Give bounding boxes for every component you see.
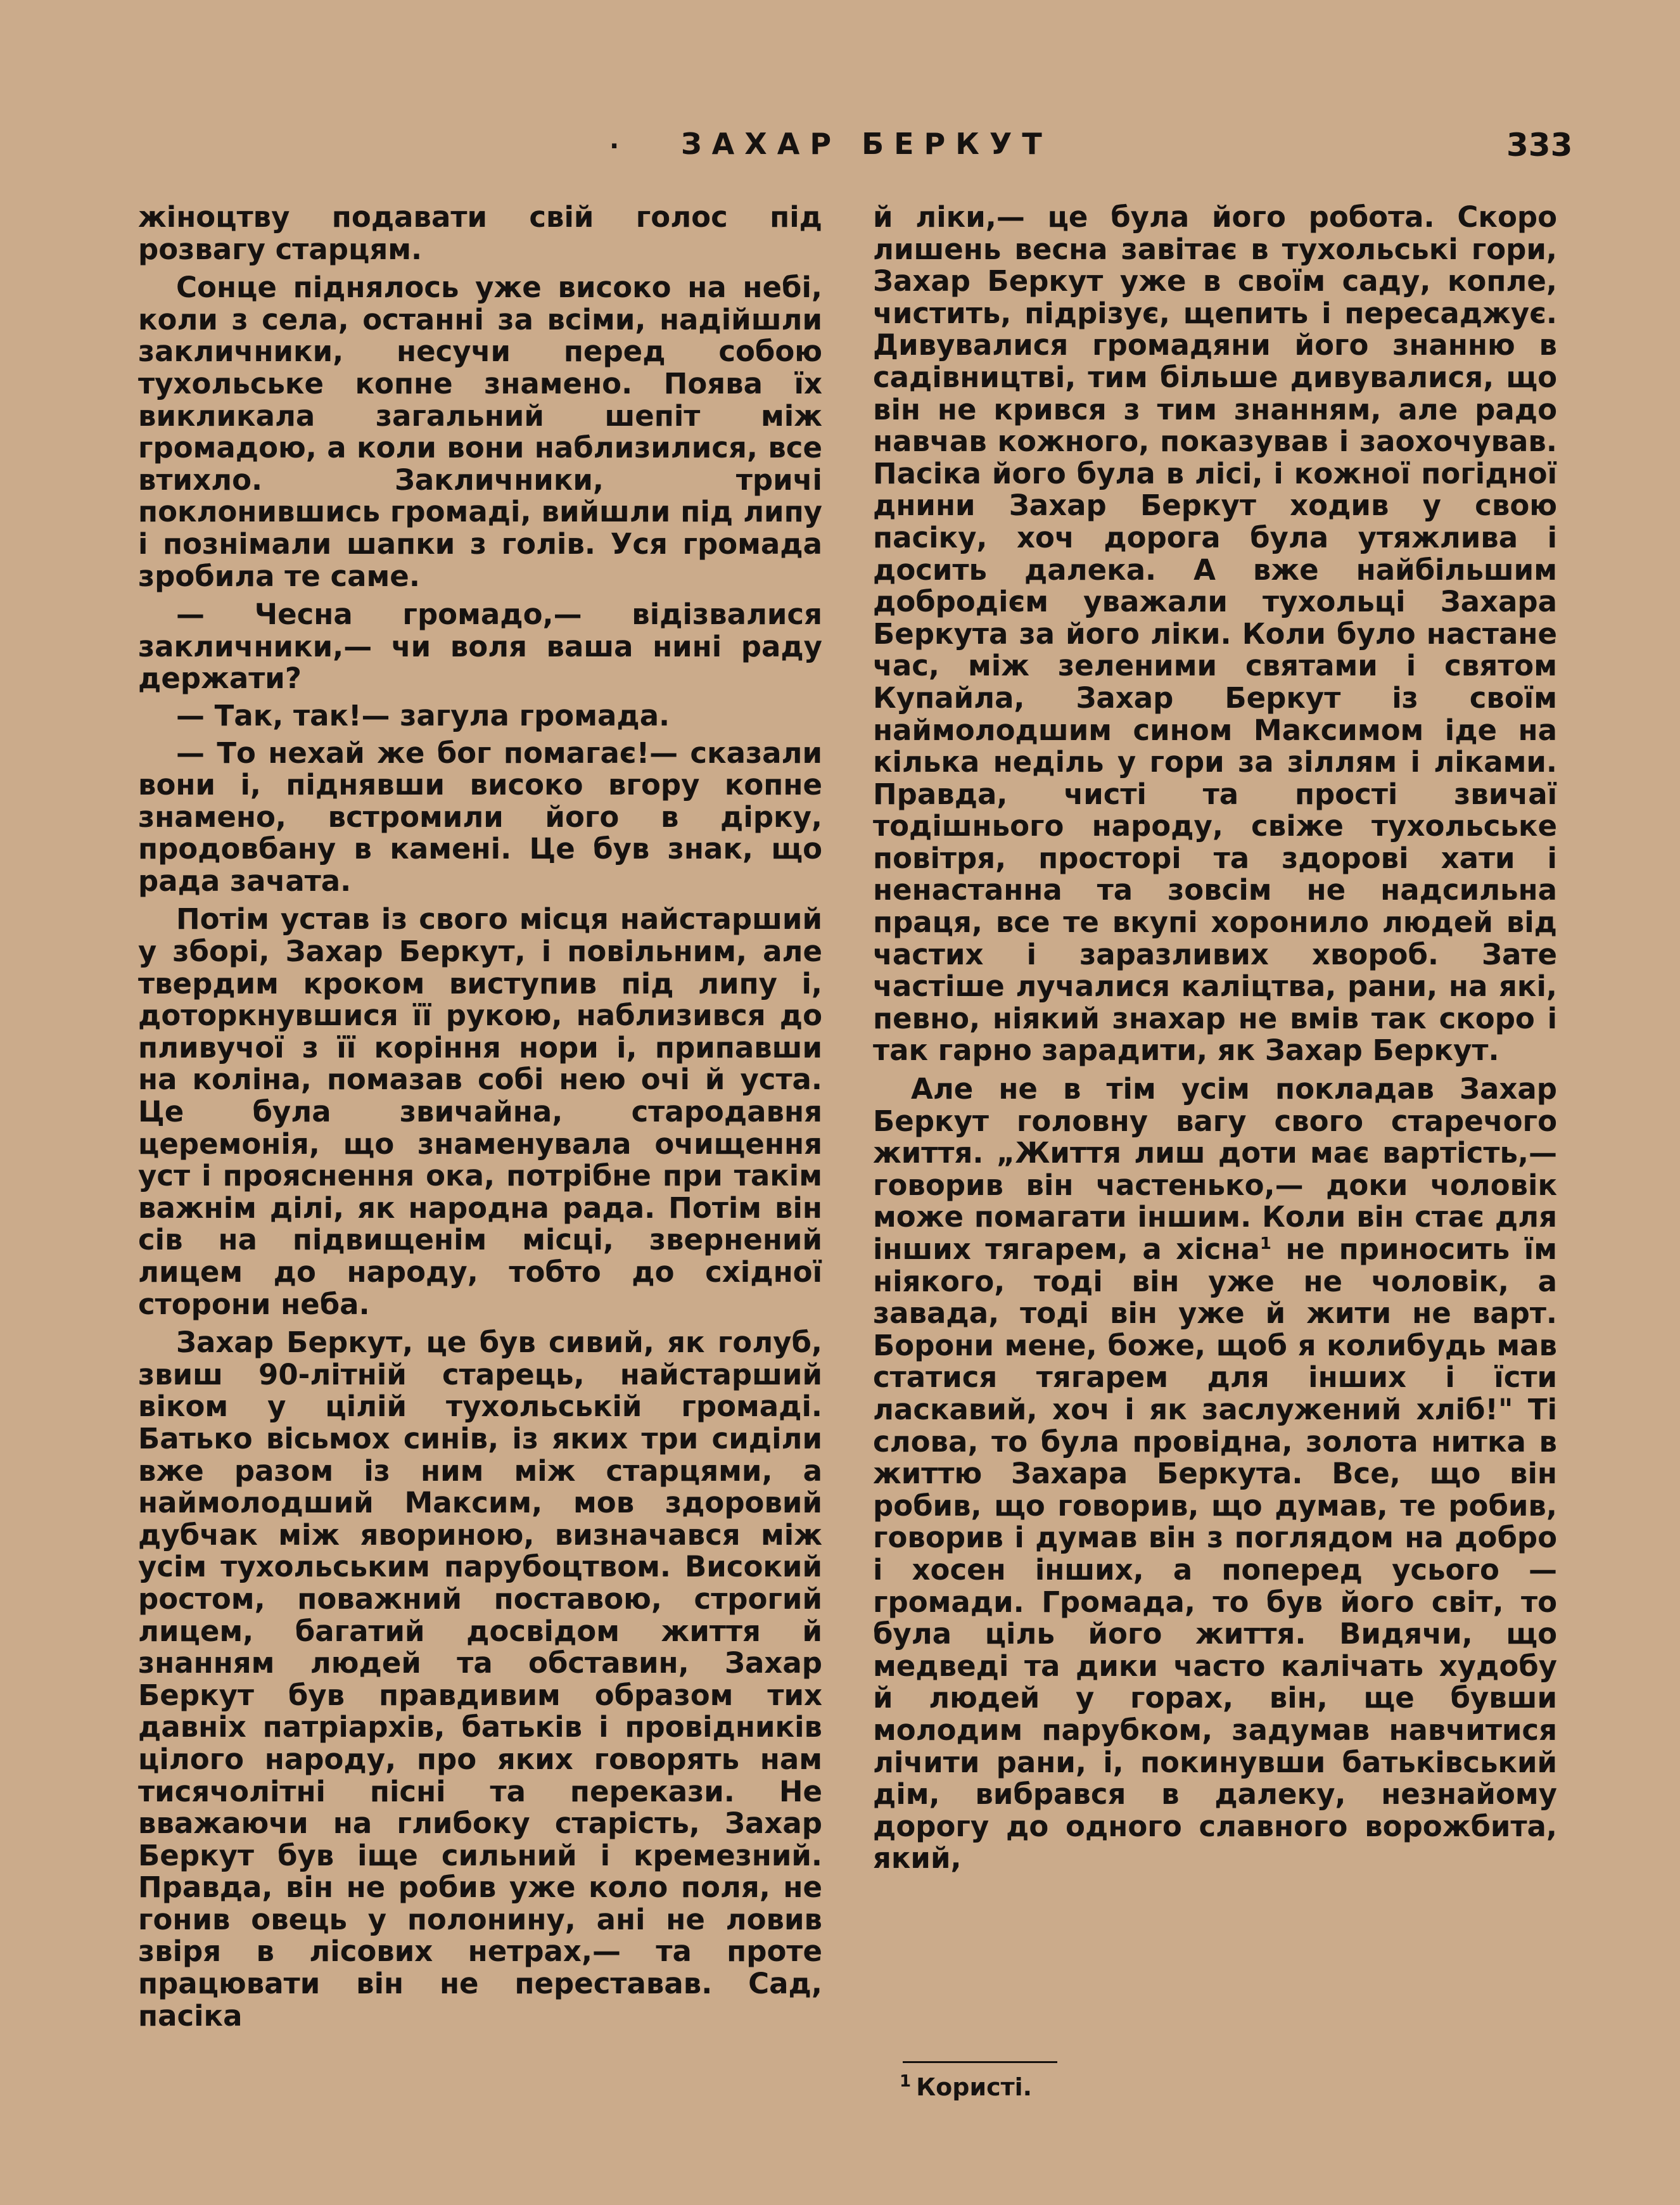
paragraph: Потім устав із свого місця найстарший у зборі, Захар Беркут, і повільним, але твердим кроком виступив під липу і, доторкнувшися її рукою, наблизився до пливучої з її коріння нори і, припавши на коліна, помазав собі нею очі й уста. Це була звичайна, стародавня церемонія, що знаменувала очищення уст і прояснення ока, потрібне при такім важнім ділі, як народна рада. Потім він сів на підвищенім місці, звернений лицем до народу, тобто до східної сторони неба. <box>138 902 822 1321</box>
page-header <box>0 127 1680 171</box>
paragraph: Захар Беркут, це був сивий, як голуб, звиш 90-літній старець, найстарший віком у цілій тухольській громаді. Батько вісьмох синів, із яких три сиділи вже разом із ним між старцями, а наймолодший Максим, мов здоровий дубчак між явориною, визначався між усім тухольським парубоцтвом. Високий ростом, поважний поставою, строгий лицем, багатий досвідом життя й знанням людей та обставин, Захар Беркут був правдивим образом тих давніх патріархів, батьків і провідників цілого народу, про яких говорять нам тисячолітні пісні та перекази. Не вважаючи на глибоку старість, Захар Беркут був іще сильний і кремезний. Правда, він не робив уже коло поля, не гонив овець у полонину, ані не ловив звіря в лісових нетрах,— та проте працювати він не переставав. Сад, пасіка <box>138 1326 822 2033</box>
paragraph: Сонце піднялось уже високо на небі, коли з села, останні за всіми, надійшли закличники, несучи перед собою тухольське копне знамено. Поява їх викликала загальний шепіт між громадою, а коли вони наблизилися, все втихло. Закличники, тричі поклонившись громаді, вийшли під липу і познімали шапки з голів. Уся громада зробила те саме. <box>138 271 822 593</box>
running-title: ЗАХАР БЕРКУТ <box>681 127 1052 161</box>
dialogue-line: — То нехай же бог помагає!— сказали вони і, піднявши високо вгору копне знамено, встромили його в дірку, продовбану в камені. Це був знак, що рада зачата. <box>138 736 822 898</box>
right-column <box>873 201 1557 1875</box>
paragraph: й ліки,— це була його робота. Скоро лишень весна завітає в тухольські гори, Захар Беркут уже в своїм саду, копле, чистить, підрізує, щепить і пересаджує. Дивувалися громадяни його знанню в садівництві, тим більше дивувалися, що він не крився з тим знанням, але радо навчав кожного, показував і заохочував. Пасіка його була в лісі, і кожної погідної днини Захар Беркут ходив у свою пасіку, хоч дорога була утяжлива і досить далека. А вже найбільшим добродієм уважали тухольці Захара Беркута за його ліки. Коли було настане час, між зеленими святами і святом Купайла, Захар Беркут із своїм наймолодшим сином Максимом іде на кілька неділь у гори за зіллям і ліками. Правда, чисті та прості звичаї тодішнього народу, свіже тухольське повітря, просторі та здорові хати і ненастанна та зовсім не надсильна праця, все те вкупі хоронило людей від частих і заразливих хвороб. Зате частіше лучалися каліцтва, рани, на які, певно, ніякий знахар не вмів так скоро і так гарно зарадити, як Захар Беркут. <box>873 200 1557 1068</box>
dialogue-line: — Чесна громадо,— відізвалися закличники,— чи воля ваша нині раду держати? <box>138 598 822 696</box>
footnote <box>900 2073 1032 2101</box>
footnote-reference: 1 <box>1259 1234 1271 1253</box>
footnote-text: Користі. <box>916 2073 1033 2101</box>
paragraph <box>873 1073 1557 1875</box>
page-number: 333 <box>1506 127 1573 163</box>
footnote-number: 1 <box>900 2072 912 2092</box>
paragraph: жіноцтву подавати свій голос під розвагу старцям. <box>138 200 822 266</box>
left-column <box>138 201 822 2032</box>
footnote-divider <box>903 2061 1057 2063</box>
header-ornament: · <box>609 132 620 161</box>
dialogue-line: — Так, так!— загула громада. <box>176 698 670 732</box>
paragraph-text: не приносить їм ніякого, тоді він уже не чоловік, а завада, тоді він уже й жити не варт. Борони мене, боже, щоб я колибудь мав статися тягарем для інших і їсти ласкавий, хоч і як заслужений хліб!" Ті слова, то була провідна, золота нитка в життю Захара Беркута. Все, що він робив, що говорив, що думав, те робив, говорив і думав він з поглядом на добро і хосен інших, а поперед усього — громади. Громада, то був його світ, то була ціль його життя. Видячи, що медведі та дики часто калічать худобу й людей у горах, він, ще бувши молодим парубком, задумав навчитися лічити рани, і, покинувши батьківський дім, вибрався в далеку, незнайому дорогу до одного славного ворожбита, який, <box>873 1232 1557 1876</box>
paragraph-text: Але не в тім усім покладав Захар Беркут головну вагу свого старечого життя. „Життя лиш доти має вартість,— говорив він частенько,— доки чоловік може помагати іншим. Коли він стає для інших тягарем, а хісна <box>873 1072 1557 1266</box>
